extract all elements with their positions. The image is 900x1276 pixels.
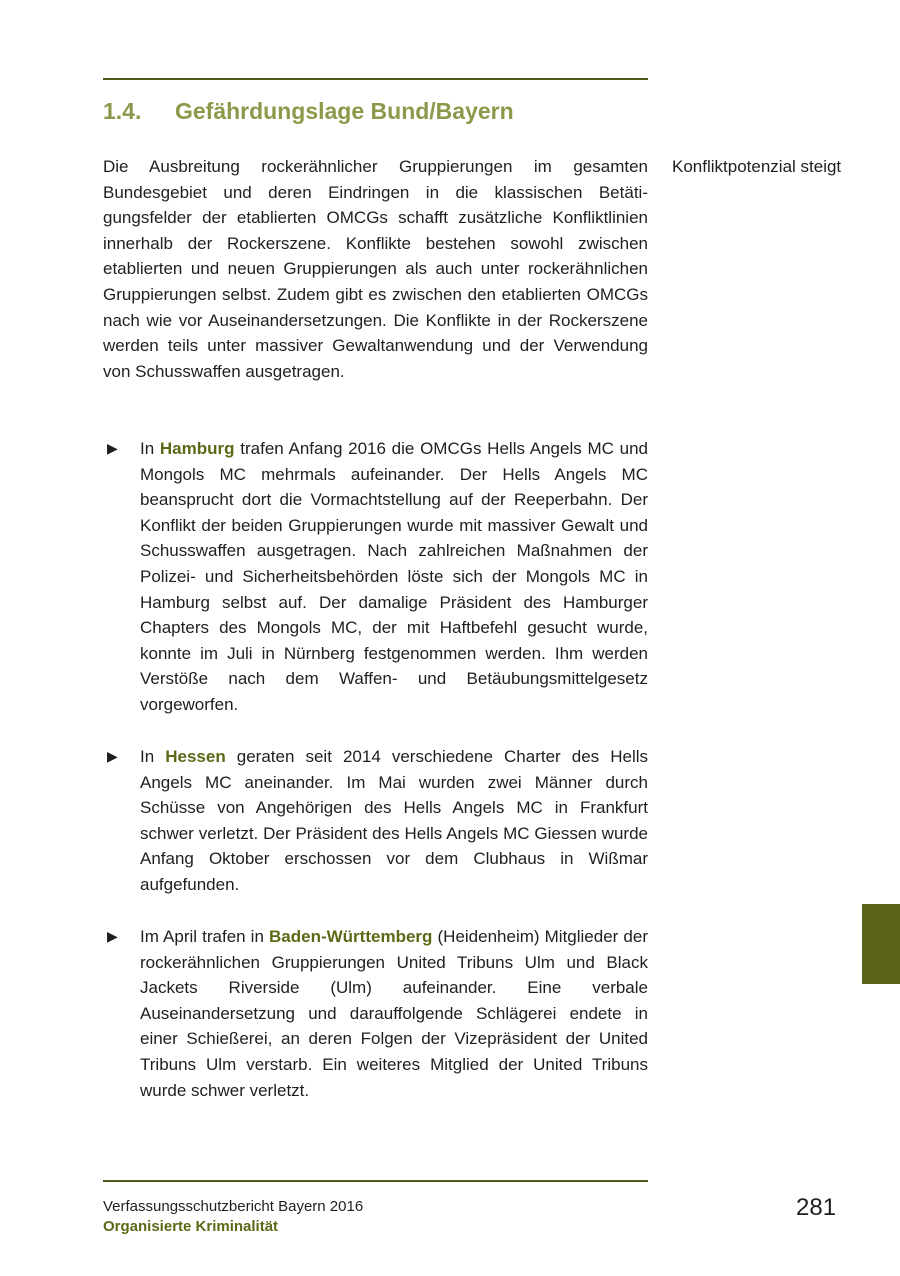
margin-note: Konfliktpotenzial steigt [672,157,842,176]
bullet-text [140,436,648,718]
bullet-arrow-icon: ▶ [107,440,118,456]
intro-paragraph: Die Ausbreitung rockerähnlicher Gruppierungen im gesamten Bundesgebiet und deren Eindringen in die klassischen Betätigungsfelder der etablierten OMCGs schafft zusätzliche Konfliktlinien innerhalb der Rockerszene. Konflikte bestehen sowohl zwischen etablierten und neuen Gruppierungen als auch unter rockerähnlichen Gruppierungen selbst. Zudem gibt es zwischen den etablierten OMCGs nach wie vor Auseinandersetzungen. Die Konflikte in der Rockerszene werden teils unter massiver Gewaltanwendung und der Verwendung von Schusswaffen ausgetragen. [103,157,648,381]
bottom-rule [103,1180,648,1182]
bullet-text [140,924,648,1103]
bullet-highlight: Baden-Württemberg [269,927,433,946]
bullet-pre: In [140,747,166,766]
bullet-post: geraten seit 2014 verschiedene Charter des Hells Angels MC aneinander. Im Mai wurden zwei Männer durch Schüsse von Angehörigen des Hells Angels MC in Frankfurt schwer verletzt. Der Präsident des Hells Angels MC Giessen wurde Anfang Oktober erschossen vor dem Clubhaus in Wißmar aufgefunden. [140,747,648,894]
footer-title: Verfassungsschutzbericht Bayern 2016 [103,1198,364,1215]
section-number: 1.4. [103,98,142,124]
bullet-text [140,744,648,898]
bullet-arrow-icon: ▶ [107,928,118,944]
section-heading [103,98,514,125]
bullet-post: trafen Anfang 2016 die OMCGs Hells Angels MC und Mongols MC mehrmals aufeinander. Der Hells Angels MC beansprucht dort die Vormachtstellung auf der Reeperbahn. Der Konflikt der beiden Gruppierungen wurde mit massiver Gewalt und Schusswaffen ausgetragen. Nach zahlreichen Maßnahmen der Polizei- und Sicherheitsbehörden löste sich der Mongols MC in Hamburg selbst auf. Der damalige Präsident des Hamburger Chapters des Mongols MC, der mit Haftbefehl gesucht wurde, konnte im Juli in Nürnberg festgenommen werden. Ihm werden Verstöße nach dem Waffen- und Betäubungsmittelgesetz vorgeworfen. [140,439,648,714]
bullet-pre: In [140,439,160,458]
bullet-highlight: Hessen [165,747,226,766]
section-title: Gefährdungslage Bund/Bayern [175,98,514,124]
top-rule [103,78,648,80]
page-number: 281 [796,1194,837,1221]
chapter-tab-marker [862,904,900,984]
bullet-arrow-icon: ▶ [107,748,118,764]
bullet-post: (Heidenheim) Mitglieder der rockerähnlichen Gruppierungen United Tribuns Ulm und Black Jackets Riverside (Ulm) aufeinander. Eine verbale Auseinandersetzung und darauffolgende Schlägerei endete in einer Schießerei, an deren Folgen der Vizepräsident der United Tribuns Ulm verstarb. Ein weiteres Mitglied der United Tribuns wurde schwer verletzt. [140,927,648,1100]
bullet-pre: Im April trafen in [140,927,270,946]
footer-subtitle: Organisierte Kriminalität [103,1218,279,1235]
bullet-highlight: Hamburg [159,439,235,458]
